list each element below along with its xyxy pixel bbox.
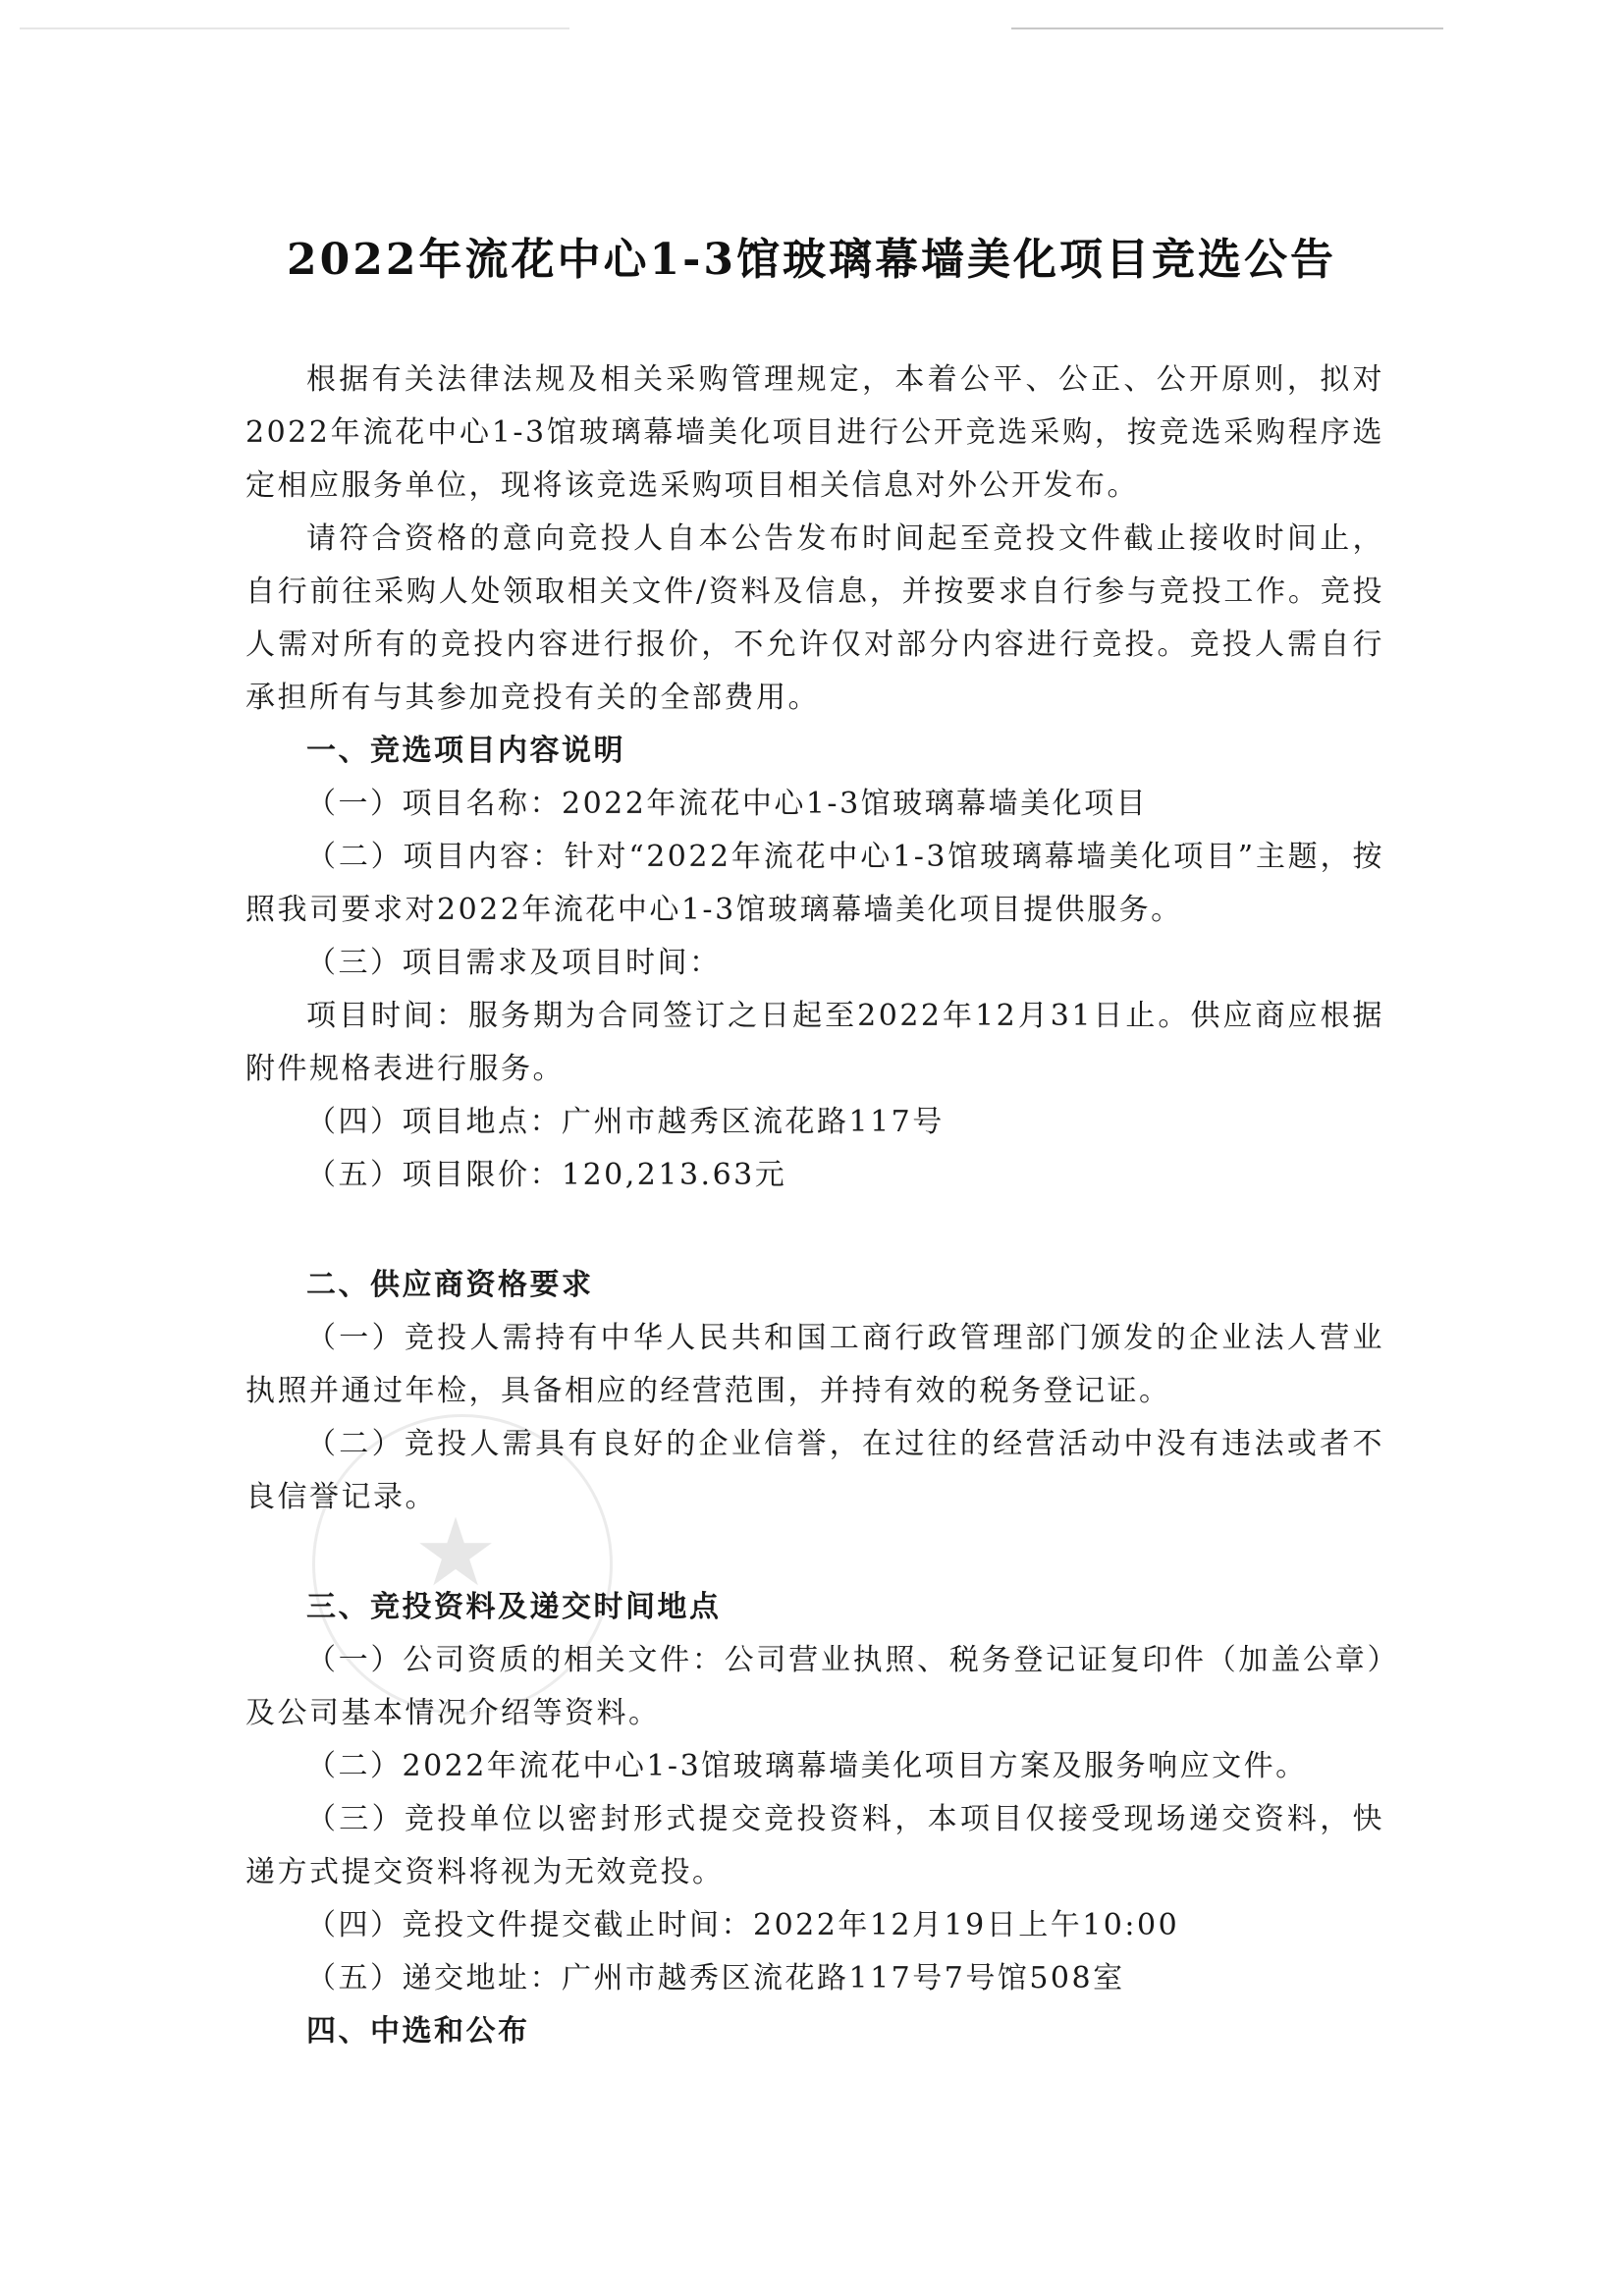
section-item: （五）递交地址：广州市越秀区流花路117号7号馆508室 (306, 1961, 1125, 1995)
section-heading: 四、中选和公布 (306, 2014, 530, 2049)
section-item: （三）项目需求及项目时间： (306, 946, 722, 980)
section-item: （一）公司资质的相关文件：公司营业执照、税务登记证复印件（加盖公章）及公司基本情况介绍等资料。 (245, 1643, 1384, 1730)
section-heading: 三、竞投资料及递交时间地点 (306, 1590, 722, 1624)
section-item: （三）竞投单位以密封形式提交竞投资料，本项目仅接受现场递交资料，快递方式提交资料将视为无效竞投。 (245, 1802, 1384, 1889)
scan-edge-mark-left (20, 27, 569, 29)
intro-paragraph: 请符合资格的意向竞投人自本公告发布时间起至竞投文件截止接收时间止，自行前往采购人处领取相关文件/资料及信息，并按要求自行参与竞投工作。竞投人需对所有的竞投内容进行报价，不允许仅对部分内容进行竞投。竞投人需自行承担所有与其参加竞投有关的全部费用。 (245, 521, 1384, 715)
section-item: （一）竞投人需持有中华人民共和国工商行政管理部门颁发的企业法人营业执照并通过年检，具备相应的经营范围，并持有效的税务登记证。 (245, 1321, 1384, 1408)
section-item: 项目时间：服务期为合同签订之日起至2022年12月31日止。供应商应根据附件规格表进行服务。 (245, 999, 1384, 1086)
section-item: （四）项目地点：广州市越秀区流花路117号 (306, 1105, 945, 1139)
document-title: 2022年流花中心1-3馆玻璃幕墙美化项目竞选公告 (287, 235, 1336, 285)
section-item: （二）项目内容：针对“2022年流花中心1-3馆玻璃幕墙美化项目”主题，按照我司要求对2022年流花中心1-3馆玻璃幕墙美化项目提供服务。 (245, 840, 1384, 927)
section-item: （二）2022年流花中心1-3馆玻璃幕墙美化项目方案及服务响应文件。 (306, 1749, 1308, 1783)
seal-star-icon: ★ (413, 1498, 499, 1608)
section-item: （一）项目名称：2022年流花中心1-3馆玻璃幕墙美化项目 (306, 787, 1149, 821)
scan-edge-mark-right (1011, 27, 1443, 29)
section-spacer (245, 1202, 1384, 1259)
section-heading: 一、竞选项目内容说明 (306, 734, 625, 768)
section-item: （五）项目限价：120,213.63元 (306, 1158, 787, 1192)
section-item: （二）竞投人需具有良好的企业信誉，在过往的经营活动中没有违法或者不良信誉记录。 (245, 1427, 1384, 1514)
intro-paragraph: 根据有关法律法规及相关采购管理规定，本着公平、公正、公开原则，拟对2022年流花中心1-3馆玻璃幕墙美化项目进行公开竞选采购，按竞选采购程序选定相应服务单位，现将该竞选采购项目相关信息对外公开发布。 (245, 362, 1384, 503)
document-body (245, 354, 1384, 2058)
section-spacer (245, 1524, 1384, 1581)
section-item: （四）竞投文件提交截止时间：2022年12月19日上午10:00 (306, 1908, 1180, 1942)
section-heading: 二、供应商资格要求 (306, 1268, 594, 1302)
